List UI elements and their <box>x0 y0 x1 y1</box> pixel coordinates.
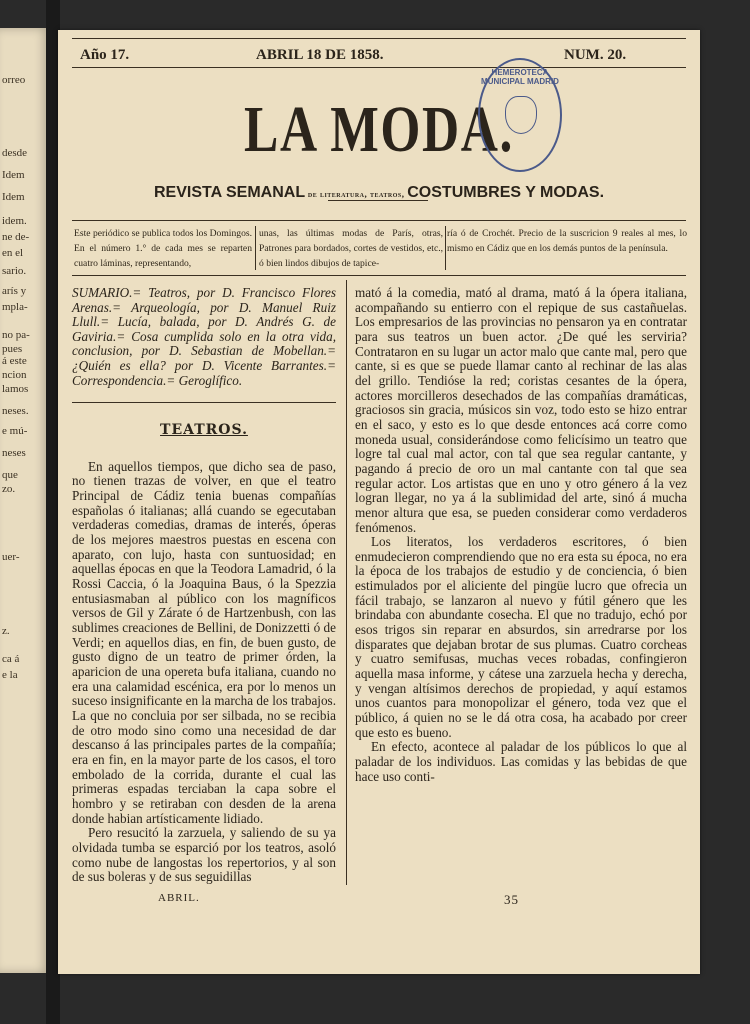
subtitle-part2: COSTUMBRES Y MODAS. <box>407 184 605 201</box>
left-paragraph-1: En aquellos tiempos, que dicho sea de paso, no tienen trazas de volver, en que el teatro Principal de Cádiz tenia buenas compañías españolas ó italianas; allá cuando se egecutaban verdaderas comedias, dramas de interés, óperas de los mejores maestros puestas en escena con aparato, con lujo, hasta con suntuosidad; en aquellas épocas en que la Teodora Lamadrid, ó la Rossi Caccia, ó la Joaquina Baus, ó la Spezzia entusiasmaban al público con los magníficos versos de Gil y Zárate ó de Hartzenbush, con las sublimes creaciones de Bellini, de Donizzetti ó de Verdi; en aquellos dias, en fin, de buen gusto, de gusto digno de un teatro de primer órden, la aparicion de una opereta bufa italiana, cuando no era una calamidad escénica, era por lo menos un suceso insignificante en la marcha de los trabajos. La que no concluia por ser silbada, no se recibia de otro modo sino como una necesidad de dar descanso á las principales partes de la compañía; era en fin, en la mayor parte de los casos, el toro embolado de la corrida, durante el cual las primeras espadas terciaban la capa sobre el hombro y se retiraban con desden de la arena donde habian artísticamente lidiado. <box>72 458 336 826</box>
crest-icon <box>505 96 537 134</box>
notice-col-2: unas, las últimas modas de París, otras, Patrones para bordados, cortes de vestidos, etc., ó bien lindos dibujos de tapice- <box>259 228 443 269</box>
facing-page-fragment: uer- <box>2 551 20 563</box>
footer-month: ABRIL. <box>158 892 200 904</box>
facing-page-fragment: ca á <box>2 653 20 665</box>
newspaper-page <box>58 30 700 974</box>
facing-page-fragment: Idem <box>2 169 25 181</box>
facing-page-fragment: que <box>2 469 18 481</box>
facing-page-edge <box>0 28 50 973</box>
facing-page-fragment: lamos <box>2 383 29 395</box>
notice-col-3: ría ó de Crochét. Precio de la suscricion 9 reales al mes, lo mismo en Cádiz que en los demás puntos de la península. <box>447 228 687 254</box>
facing-page-fragment: pues <box>2 343 23 355</box>
notice-rule-bottom <box>72 275 686 276</box>
notice-divider-2 <box>445 226 446 270</box>
issue-number: NUM. 20. <box>564 47 627 63</box>
facing-page-fragment: á este <box>2 355 27 367</box>
notice-rule-top <box>72 220 686 221</box>
facing-page-fragment: sario. <box>2 265 27 277</box>
facing-page-fragment: en el <box>2 247 24 259</box>
column-divider <box>346 280 347 885</box>
facing-page-fragment: z. <box>2 625 10 637</box>
right-paragraph-3: En efecto, acontece al paladar de los públicos lo que al paladar de los individuos. Las comidas y las bebidas de que hace uso conti- <box>355 739 687 784</box>
facing-page-fragment: ncion <box>2 369 27 381</box>
header-rule-bottom <box>72 67 686 68</box>
facing-page-fragment: zo. <box>2 483 16 495</box>
library-stamp-icon <box>478 58 562 172</box>
facing-page-fragment: e mú- <box>2 425 28 437</box>
left-paragraph-2: Pero resucitó la zarzuela, y saliendo de su ya olvidada tumba se esparció por los teatros, asoló como nube de langostas los repertorios, y al son de sus boleras y de sus seguidillas <box>72 825 336 885</box>
facing-page-fragment: arís y <box>2 285 27 297</box>
left-column <box>72 286 336 885</box>
right-paragraph-2: Los literatos, los verdaderos escritores, ó bien enmudecieron comprendiendo que no era esta su época, no era la época de los trabajos de estudio y de conciencia, ó bien estimulados por el aliciente del pingüe lucro que ofrecia un fácil trabajo, se lanzaron al nuevo y fútil género que les brindaba con abundante cosecha. El que no tradujo, echó por esos trigos sin reparar en absurdos, sin arredrarse por los disparates que dejaban brotar de sus plumas. Cuatro corcheas y cuatro semifusas, muchas veces robadas, confingieron aquella masa informe, y cátese una zarzuela hecha y derecha, y vengan altísimos derechos de propiedad, y aquí estamos unos cuantos para monopolizar el género, toda vez que el público, á quien no se le dá otra cosa, ha acabado por creer que esto es bueno. <box>355 534 687 740</box>
facing-page-fragment: idem. <box>2 215 27 227</box>
header-rule-top <box>72 38 686 39</box>
summary-rule <box>72 402 336 403</box>
facing-page-fragment: ne de- <box>2 231 30 243</box>
facing-page-fragment: e la <box>2 669 18 681</box>
notice-col-1: Este periódico se publica todos los Domingos. En el número 1.° de cada mes se reparten cuatro láminas, representando, <box>74 228 252 269</box>
facing-page-fragment: neses. <box>2 405 29 417</box>
subtitle-small: de literatura, teatros, <box>305 189 408 199</box>
facing-page-fragment: neses <box>2 447 26 459</box>
stamp-text: HEMEROTECA MUNICIPAL MADRID <box>481 68 559 86</box>
issue-date: ABRIL 18 DE 1858. <box>256 47 384 63</box>
notice-divider-1 <box>255 226 256 270</box>
issue-year: Año 17. <box>80 47 130 63</box>
right-column <box>355 286 687 784</box>
subtitle-part1: REVISTA SEMANAL <box>153 184 306 201</box>
facing-page-fragment: desde <box>2 147 28 159</box>
page-number: 35 <box>504 892 519 907</box>
facing-page-fragment: orreo <box>2 74 26 86</box>
facing-page-fragment: mpla- <box>2 301 28 313</box>
masthead-title: LA MODA. <box>244 93 514 166</box>
masthead-subtitle <box>58 184 700 202</box>
facing-page-fragment: no pa- <box>2 329 30 341</box>
summary: SUMARIO.= Teatros, por D. Francisco Flores Arenas.= Arqueología, por D. Manuel Ruiz Llull.= Lucía, balada, por D. Andrés G. de Gaviria.= Cosa cumplida solo en la otra vida, conclusion, por D. Sebastian de Mobellan.= ¿Quién es ella? por D. Vicente Barrantes.= Correspondencia.= Geroglífico. <box>72 285 336 388</box>
facing-page-fragment: Idem <box>2 191 25 203</box>
right-paragraph-1: mató á la comedia, mató al drama, mató á la ópera italiana, acompañando su entierro con el repique de sus castañuelas. Los empresarios de las provincias no pensaron ya en contratar para sus teatros un buen actor. ¿De qué les serviria? Contrataron en su lugar un actor malo que cante mal, pero que cante, si es que se puede llamar canto al rechinar de las alas del grillo. Tendióse la red; coristas cesantes de la ópera, actores morcilleros desechados de las compañías dramáticas, graciosos sin gracia, músicos sin voz, todo esto se hizo entrar en el saco, y esto es lo que desde entonces acá corre como moneda usual, considerándose como felicísimo un teatro que logre tal cual mal actor, con tal que sea regular cantante, y pagando á precio de oro un mal cantante con tal que sea regular actor. Los artistas que en uno y otro género á la vez logran llegar, no ya á la sublimidad del arte, sinó á mucha menor altura que esa, se pueden considerar como verdaderos fenómenos. <box>355 285 687 535</box>
section-title: TEATROS. <box>160 422 248 439</box>
